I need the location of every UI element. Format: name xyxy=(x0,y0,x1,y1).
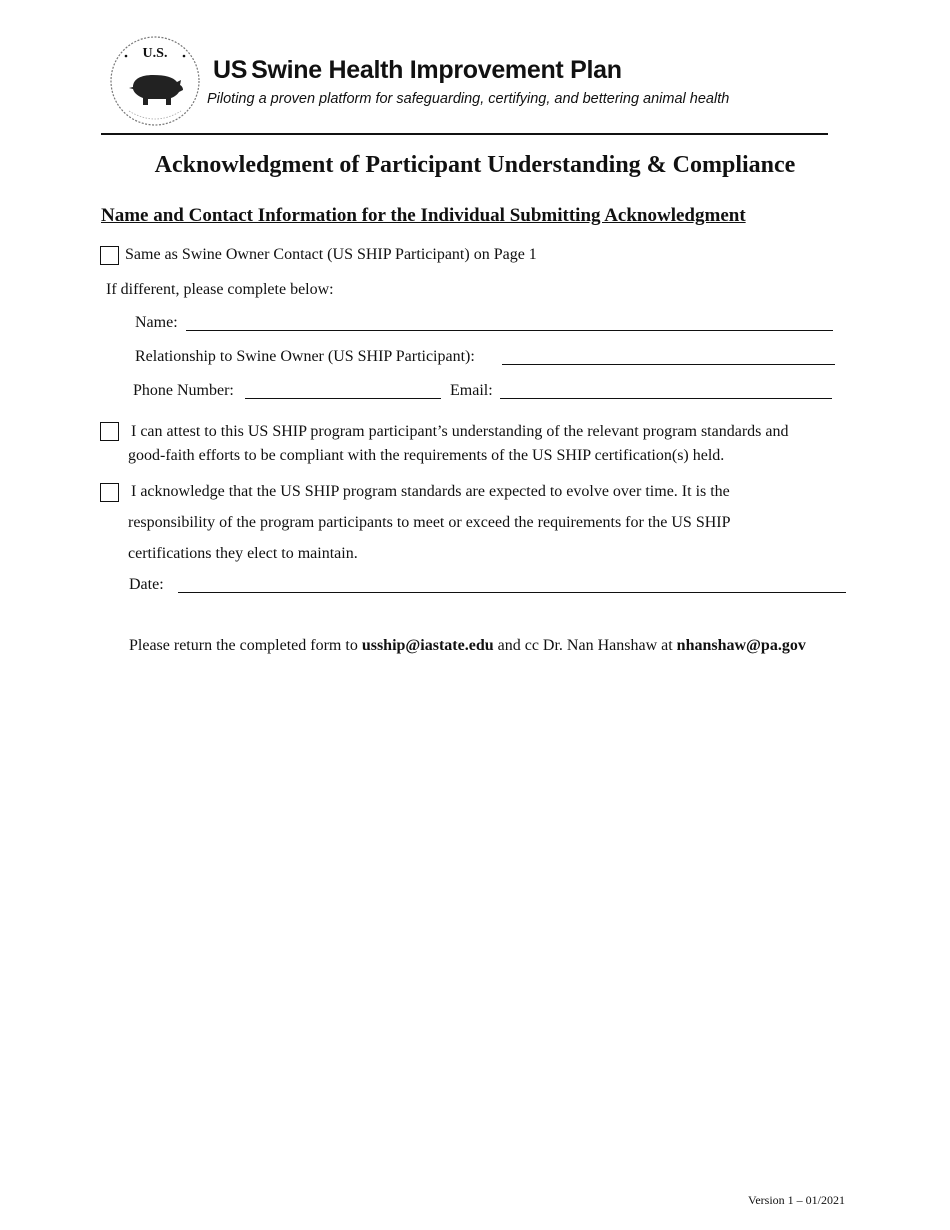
org-tagline: Piloting a proven platform for safeguarding, certifying, and bettering animal health xyxy=(207,91,730,107)
attest-checkbox[interactable] xyxy=(100,422,119,441)
version-label: Version 1 – 01/2021 xyxy=(748,1193,845,1207)
date-label: Date: xyxy=(129,576,164,593)
attest-text-line1: I can attest to this US SHIP program participant’s understanding of the relevant program standards and xyxy=(131,423,789,440)
acknowledge-text-line1: I acknowledge that the US SHIP program standards are expected to evolve over time. It is the xyxy=(131,483,730,500)
return-prefix: Please return the completed form to xyxy=(129,637,362,654)
section-heading: Name and Contact Information for the Individual Submitting Acknowledgment xyxy=(101,205,746,226)
name-field[interactable] xyxy=(186,316,833,331)
return-instructions xyxy=(129,637,806,655)
same-as-owner-label: Same as Swine Owner Contact (US SHIP Participant) on Page 1 xyxy=(125,246,537,263)
phone-field[interactable] xyxy=(245,384,441,399)
pig-seal-icon xyxy=(109,35,201,127)
phone-label: Phone Number: xyxy=(133,382,234,399)
email-field[interactable] xyxy=(500,384,832,399)
return-email-primary[interactable]: usship@iastate.edu xyxy=(361,637,494,654)
relationship-label: Relationship to Swine Owner (US SHIP Participant): xyxy=(135,348,475,365)
header-divider xyxy=(101,133,828,135)
email-label: Email: xyxy=(450,382,493,399)
document-title: Acknowledgment of Participant Understanding & Compliance xyxy=(154,152,796,178)
org-title xyxy=(213,56,622,85)
acknowledge-text-line3: certifications they elect to maintain. xyxy=(128,545,358,562)
ship-logo xyxy=(109,35,201,127)
same-as-owner-checkbox[interactable] xyxy=(100,246,119,265)
seal-text: U.S. xyxy=(142,46,168,61)
date-field[interactable] xyxy=(178,578,846,593)
acknowledge-text-line2: responsibility of the program participants to meet or exceed the requirements for the US SHIP xyxy=(128,514,731,531)
relationship-field[interactable] xyxy=(502,350,835,365)
org-name: Swine Health Improvement Plan xyxy=(251,56,622,84)
name-label: Name: xyxy=(135,314,178,331)
org-prefix: US xyxy=(213,56,248,84)
attest-text-line2: good-faith efforts to be compliant with the requirements of the US SHIP certification(s) held. xyxy=(128,447,725,464)
return-email-cc[interactable]: nhanshaw@pa.gov xyxy=(676,637,806,654)
return-middle: and cc Dr. Nan Hanshaw at xyxy=(493,637,677,654)
if-different-label: If different, please complete below: xyxy=(106,281,334,298)
acknowledge-checkbox[interactable] xyxy=(100,483,119,502)
